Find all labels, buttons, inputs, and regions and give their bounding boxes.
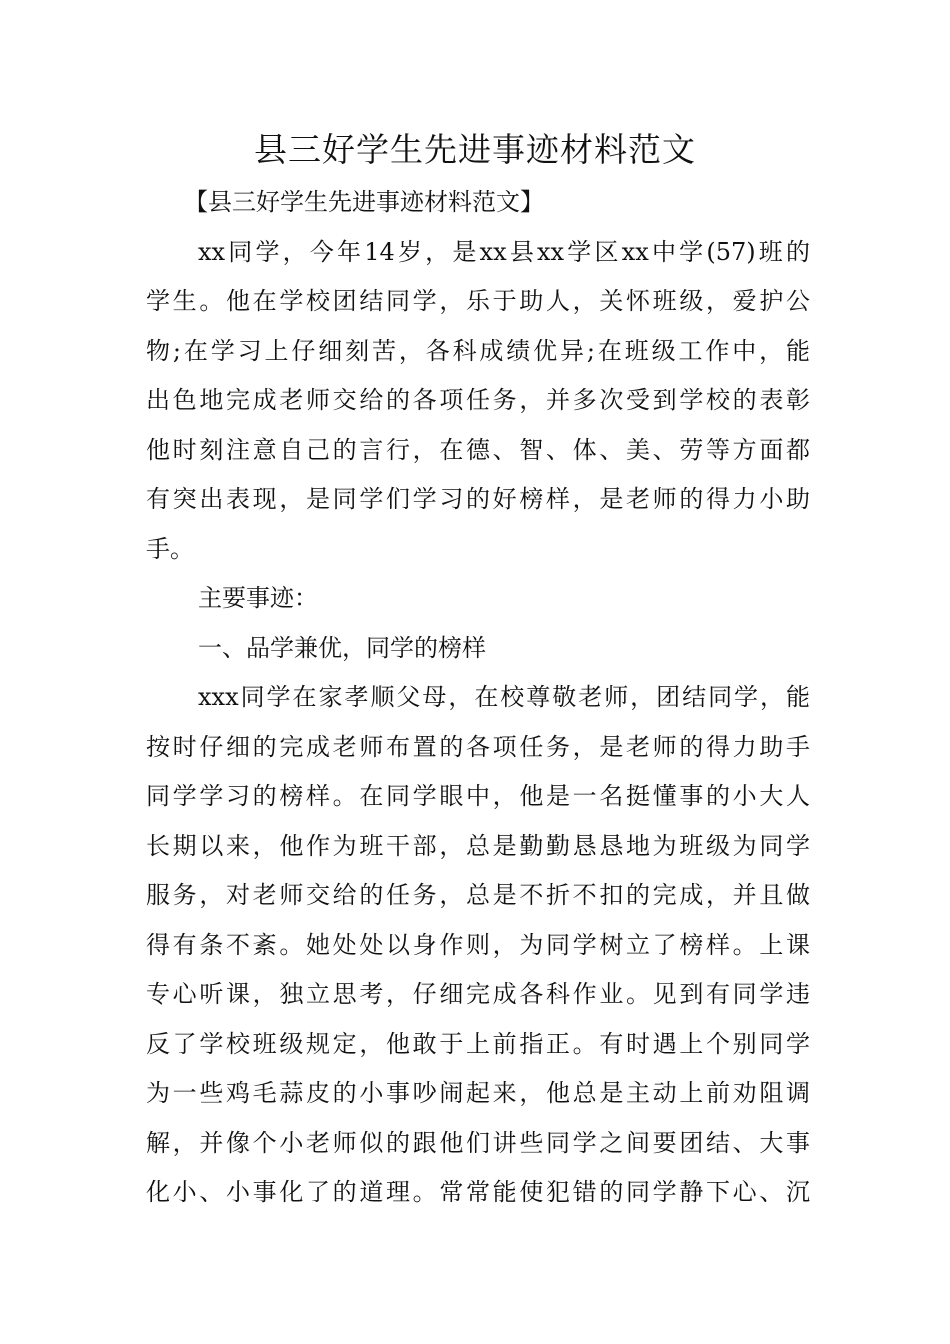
paragraph-line: 同学学习的榜样。在同学眼中，他是一名挺懂事的小大人 (146, 782, 810, 810)
paragraph-line: 出色地完成老师交给的各项任务，并多次受到学校的表彰 (146, 386, 810, 414)
section-heading: 主要事迹： (198, 584, 318, 612)
document-title: 县三好学生先进事迹材料范文 (254, 130, 696, 169)
section-heading: 一、品学兼优，同学的榜样 (198, 633, 486, 662)
paragraph-line: 得有条不紊。她处处以身作则，为同学树立了榜样。上课 (146, 930, 810, 959)
paragraph-line: 他时刻注意自己的言行，在德、智、体、美、劳等方面都 (146, 435, 810, 464)
paragraph-line: 为一些鸡毛蒜皮的小事吵闹起来，他总是主动上前劝阻调 (146, 1079, 810, 1107)
paragraph-line: xxx同学在家孝顺父母，在校尊敬老师，团结同学，能 (198, 683, 810, 711)
paragraph-line: 反了学校班级规定，他敢于上前指正。有时遇上个别同学 (146, 1029, 810, 1058)
paragraph-line: 服务，对老师交给的任务，总是不折不扣的完成，并且做 (146, 881, 810, 909)
paragraph-line: 化小、小事化了的道理。常常能使犯错的同学静下心、沉 (146, 1178, 810, 1206)
paragraph-line: 物;在学习上仔细刻苦，各科成绩优异;在班级工作中，能 (146, 336, 810, 365)
paragraph-line: 解，并像个小老师似的跟他们讲些同学之间要团结、大事 (146, 1128, 810, 1157)
paragraph-line: 长期以来，他作为班干部，总是勤勤恳恳地为班级为同学 (146, 831, 810, 860)
subtitle-line: 【县三好学生先进事迹材料范文】 (184, 188, 544, 216)
paragraph-line: xx同学，今年14岁，是xx县xx学区xx中学(57)班的 (198, 237, 810, 266)
paragraph-line: 学生。他在学校团结同学，乐于助人，关怀班级，爱护公 (146, 287, 810, 315)
document-body (146, 178, 810, 1218)
paragraph-line: 按时仔细的完成老师布置的各项任务，是老师的得力助手 (146, 732, 810, 761)
paragraph-line: 手。 (146, 534, 194, 563)
paragraph-line: 专心听课，独立思考，仔细完成各科作业。见到有同学违 (146, 980, 810, 1008)
paragraph-line: 有突出表现，是同学们学习的好榜样，是老师的得力小助 (146, 485, 810, 513)
